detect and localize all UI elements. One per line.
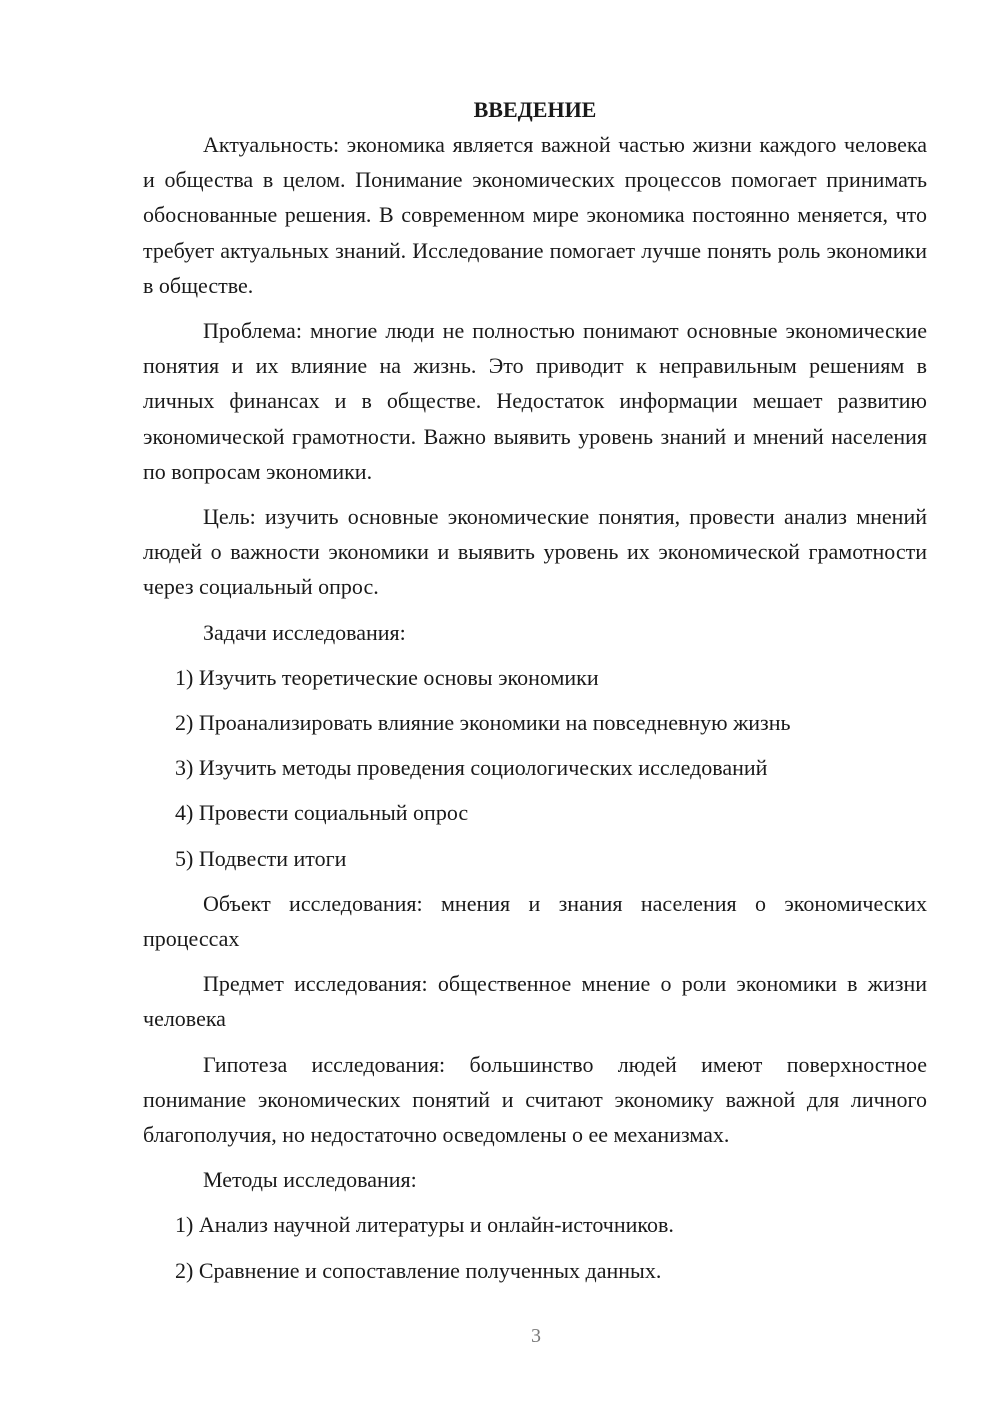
page-number: 3: [531, 1325, 541, 1347]
document-page: [143, 92, 927, 1298]
methods-heading: Методы исследования:: [203, 1167, 417, 1193]
task-item: 2) Проанализировать влияние экономики на повседневную жизнь: [175, 710, 791, 736]
hypothesis-paragraph: Гипотеза исследования: большинство людей имеют поверхностное понимание экономических понятий и считают экономику важной для личного благополучия, но недостаточно осведомлены о ее механизмах.: [143, 1051, 927, 1148]
task-item: 3) Изучить методы проведения социологических исследований: [175, 755, 768, 781]
method-item: 1) Анализ научной литературы и онлайн-источников.: [175, 1212, 674, 1238]
object-paragraph: Объект исследования: мнения и знания населения о экономических процессах: [143, 890, 927, 952]
relevance-paragraph: Актуальность: экономика является важной частью жизни каждого человека и общества в целом. Понимание экономических процессов помогает принимать обоснованные решения. В современном мире экономика постоянно меняется, что требует актуальных знаний. Исследование помогает лучше понять роль экономики в обществе.: [143, 132, 927, 298]
task-item: 5) Подвести итоги: [175, 845, 347, 871]
tasks-heading: Задачи исследования:: [203, 619, 406, 645]
problem-paragraph: Проблема: многие люди не полностью понимают основные экономические понятия и их влияние на жизнь. Это приводит к неправильным решениям в личных финансах и в обществе. Недостаток информации мешает развитию экономической грамотности. Важно выявить уровень знаний и мнений населения по вопросам экономики.: [143, 318, 927, 484]
task-item: 4) Провести социальный опрос: [175, 800, 469, 826]
task-item: 1) Изучить теоретические основы экономики: [175, 664, 599, 690]
goal-paragraph: Цель: изучить основные экономические понятия, провести анализ мнений людей о важности экономики и выявить уровень их экономической грамотности через социальный опрос.: [143, 504, 927, 600]
subject-paragraph: Предмет исследования: общественное мнение о роли экономики в жизни человека: [143, 971, 927, 1032]
method-item: 2) Сравнение и сопоставление полученных данных.: [175, 1257, 662, 1283]
section-title: ВВЕДЕНИЕ: [473, 97, 597, 122]
